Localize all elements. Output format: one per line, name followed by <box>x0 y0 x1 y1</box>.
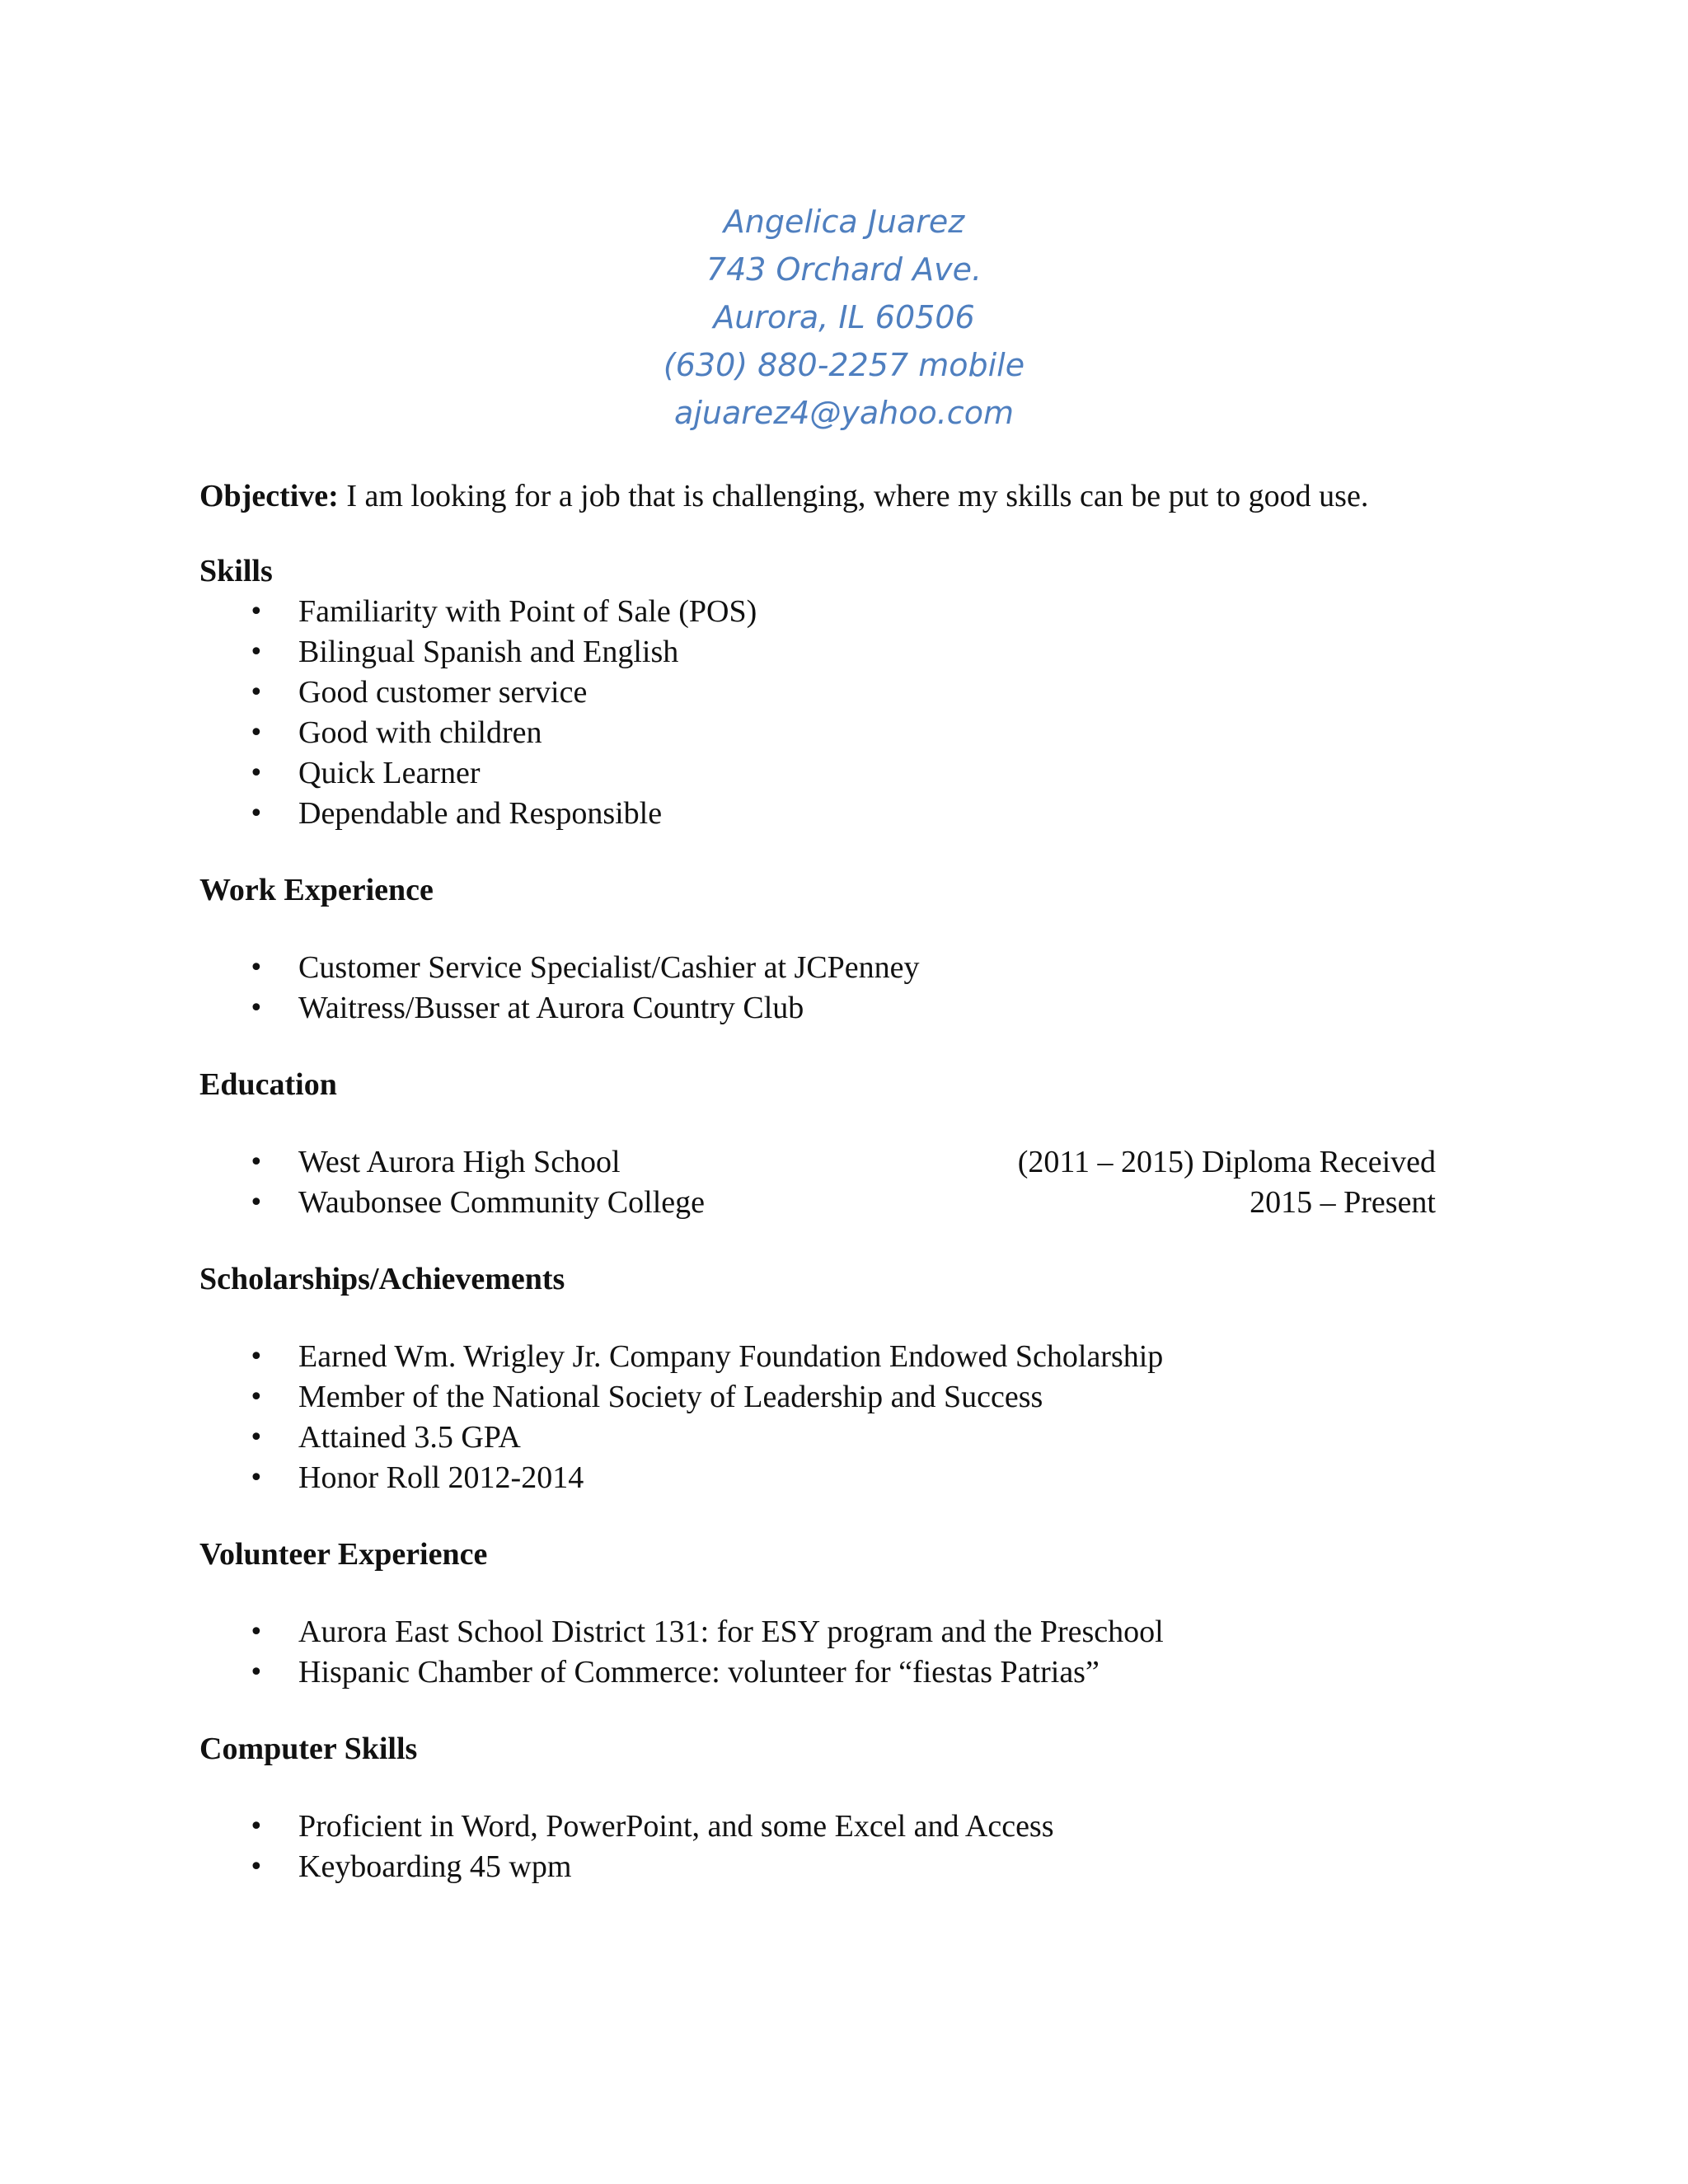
bullet-icon: • <box>249 799 264 828</box>
bullet-icon: • <box>249 994 264 1023</box>
skill-text: Bilingual Spanish and English <box>298 635 679 669</box>
bullet-icon: • <box>249 1423 264 1452</box>
job-text: Waitress/Busser at Aurora Country Club <box>298 991 804 1025</box>
scholarships-list <box>199 1337 1436 1498</box>
objective-line <box>199 476 1436 517</box>
computer-skills-heading: Computer Skills <box>199 1732 418 1766</box>
objective-label: Objective: <box>199 479 339 513</box>
skill-text: Good with children <box>298 715 542 750</box>
list-item <box>199 713 1436 753</box>
list-item <box>199 592 1436 632</box>
email-address: ajuarez4@yahoo.com <box>674 395 1014 431</box>
list-item <box>199 1458 1436 1498</box>
bullet-icon: • <box>249 1812 264 1841</box>
school-dates: 2015 – Present <box>1250 1185 1436 1220</box>
list-item <box>199 1807 1436 1847</box>
street-address: 743 Orchard Ave. <box>706 251 982 288</box>
objective-text: I am looking for a job that is challenging, where my skills can be put to good use. <box>338 479 1369 513</box>
school-name: West Aurora High School <box>298 1145 621 1179</box>
volunteer-list <box>199 1612 1436 1693</box>
list-item <box>199 1142 1436 1183</box>
phone-number: (630) 880-2257 mobile <box>663 347 1025 383</box>
list-item <box>199 753 1436 794</box>
bullet-icon: • <box>249 1618 264 1647</box>
education-list <box>199 1142 1436 1223</box>
list-item <box>199 1183 1436 1223</box>
list-item <box>199 673 1436 713</box>
list-item <box>199 948 1436 988</box>
bullet-icon: • <box>249 1658 264 1687</box>
list-item <box>199 1612 1436 1652</box>
bullet-icon: • <box>249 1343 264 1371</box>
computer-skill-text: Proficient in Word, PowerPoint, and some Excel and Access <box>298 1809 1054 1844</box>
list-item <box>199 988 1436 1029</box>
bullet-icon: • <box>249 638 264 667</box>
skill-text: Dependable and Responsible <box>298 796 663 831</box>
volunteer-heading: Volunteer Experience <box>199 1537 488 1572</box>
resume-body <box>199 476 1436 1924</box>
list-item <box>199 1418 1436 1458</box>
bullet-icon: • <box>249 759 264 788</box>
scholarships-heading: Scholarships/Achievements <box>199 1262 565 1296</box>
achievement-text: Member of the National Society of Leadership and Success <box>298 1380 1043 1414</box>
bullet-icon: • <box>249 1853 264 1882</box>
bullet-icon: • <box>249 598 264 626</box>
skills-heading: Skills <box>199 554 273 588</box>
work-heading: Work Experience <box>199 873 434 907</box>
skill-text: Familiarity with Point of Sale (POS) <box>298 594 757 629</box>
contact-header <box>0 198 1688 437</box>
list-item <box>199 1337 1436 1377</box>
skill-text: Quick Learner <box>298 756 481 790</box>
list-item <box>199 1652 1436 1693</box>
achievement-text: Attained 3.5 GPA <box>298 1420 521 1455</box>
bullet-icon: • <box>249 678 264 707</box>
school-name: Waubonsee Community College <box>298 1185 705 1220</box>
computer-skills-list <box>199 1807 1436 1887</box>
bullet-icon: • <box>249 1383 264 1412</box>
skill-text: Good customer service <box>298 675 588 710</box>
bullet-icon: • <box>249 719 264 748</box>
list-item <box>199 1847 1436 1887</box>
school-dates: (2011 – 2015) Diploma Received <box>1017 1145 1436 1179</box>
achievement-text: Honor Roll 2012-2014 <box>298 1460 584 1495</box>
computer-skill-text: Keyboarding 45 wpm <box>298 1849 572 1884</box>
list-item <box>199 794 1436 834</box>
bullet-icon: • <box>249 1148 264 1177</box>
skills-list <box>199 592 1436 834</box>
work-list <box>199 948 1436 1029</box>
volunteer-text: Aurora East School District 131: for ESY program and the Preschool <box>298 1615 1164 1649</box>
education-heading: Education <box>199 1067 337 1102</box>
bullet-icon: • <box>249 1188 264 1217</box>
bullet-icon: • <box>249 1464 264 1493</box>
list-item <box>199 632 1436 673</box>
city-state-zip: Aurora, IL 60506 <box>713 299 975 335</box>
volunteer-text: Hispanic Chamber of Commerce: volunteer for “fiestas Patrias” <box>298 1655 1100 1690</box>
applicant-name: Angelica Juarez <box>723 204 965 240</box>
achievement-text: Earned Wm. Wrigley Jr. Company Foundation Endowed Scholarship <box>298 1339 1164 1374</box>
list-item <box>199 1377 1436 1418</box>
bullet-icon: • <box>249 954 264 982</box>
job-text: Customer Service Specialist/Cashier at JCPenney <box>298 950 920 985</box>
